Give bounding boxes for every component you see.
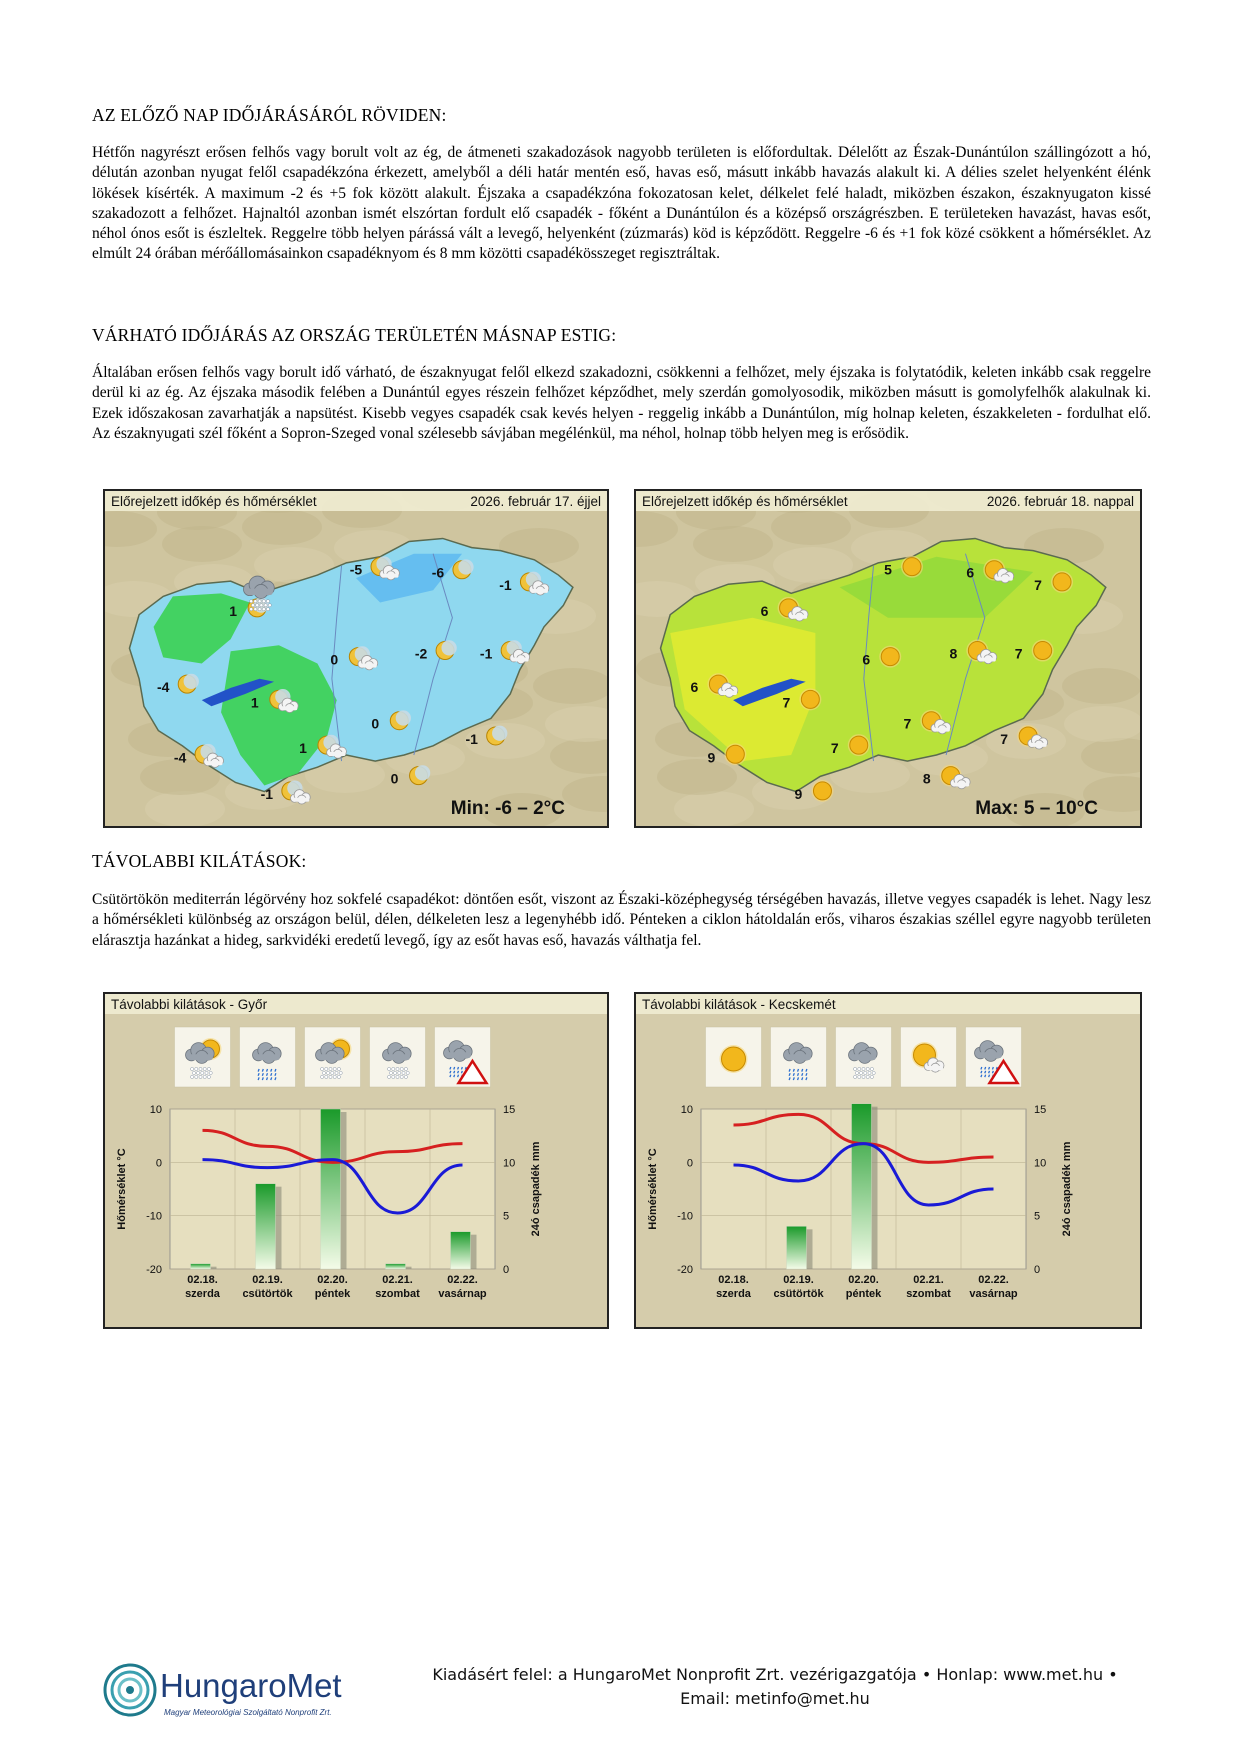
rain-drop (275, 1077, 276, 1080)
outlook-chart-kecskemet (636, 994, 1140, 1327)
precip-bar (191, 1264, 211, 1269)
x-tick-label: 02.22. (978, 1274, 1009, 1286)
station-temp-label: 9 (707, 749, 716, 766)
x-day-label: csütörtök (773, 1288, 824, 1300)
snowflake (327, 1071, 330, 1074)
rain-drop (802, 1077, 803, 1080)
precip-bar (852, 1104, 872, 1269)
snowflake (258, 608, 261, 611)
snowflake (862, 1075, 865, 1078)
chart-panel-kecskemet (634, 992, 1142, 1329)
x-tick-label: 02.20. (317, 1274, 348, 1286)
snowflake (398, 1071, 401, 1074)
snowflake (191, 1067, 194, 1070)
station-weather-icon (799, 688, 821, 710)
snowflake (337, 1075, 340, 1078)
rain-drop (802, 1069, 803, 1072)
x-day-label: péntek (845, 1288, 882, 1300)
station-temp-label: 7 (1034, 576, 1042, 593)
x-tick-label: 02.21. (382, 1274, 413, 1286)
snowflake (250, 608, 253, 611)
rain-drop (461, 1071, 462, 1073)
snowflake (864, 1071, 867, 1074)
rain-drop (989, 1075, 990, 1077)
snowflake (199, 1067, 202, 1070)
snowflake (396, 1067, 399, 1070)
snowflake (400, 1067, 403, 1070)
station-temp-label: 0 (330, 651, 339, 668)
chart-panel-gyor (103, 992, 609, 1329)
rain-drop (798, 1073, 799, 1076)
snowflake (197, 1071, 200, 1074)
x-day-label: szombat (375, 1288, 420, 1300)
rain-drop (992, 1071, 993, 1073)
snowflake (854, 1067, 857, 1070)
rain-drop (789, 1069, 790, 1072)
snowflake (858, 1075, 861, 1078)
rain-drop (458, 1071, 459, 1073)
hungaromet-logo (100, 1660, 390, 1720)
snowflake (868, 1071, 871, 1074)
x-tick-label: 02.20. (848, 1274, 879, 1286)
logo-subtitle: Magyar Meteorológiai Szolgáltató Nonprofit Zrt. (164, 1708, 332, 1717)
x-day-label: péntek (314, 1288, 351, 1300)
rain-drop (450, 1067, 451, 1069)
station-weather-icon (848, 734, 870, 756)
rain-drop (271, 1069, 272, 1072)
rain-drop (989, 1071, 990, 1073)
prev-day-text: Hétfőn nagyrészt erősen felhős vagy borult volt az ég, de átmeneti szakadozások nagyobb területen is előfordultak. Délelőtt az Észak-Dunántúlon szállingózott a hó, délután azonban nyugat felől csapadékzóna érkezett, amelyből a déli határ mentén eső, havas eső, másutt inkább havazás alakult ki. A délies szelet helyenként élénk lökések kísérték. A maximum -2 és +5 fok között alakult. Éjszaka a csapadékzóna fokozatosan kelet, délkelet felé haladt, miközben északon, északnyugaton kissé szakadozott a felhőzet. Hajnaltól azonban ismét elszórtan fordult elő csapadék - főként a Dunántúlon és a középső országrészben. E területeken havazást, havas esőt, néhol ónos esőt is észleltek. Reggelre több helyen párássá vált a levegő, helyenként (zúzmarás) köd is képződött. Reggelre -6 és +1 fok közé csökkent a hőmérséklet. Az elmúlt 24 órában mérőállomásainkon csapadéknyom és 8 mm közötti csapadékösszeget regisztráltak. (92, 144, 1151, 263)
terrain-relief (242, 509, 322, 545)
snowflake (337, 1067, 340, 1070)
rain-drop (258, 1073, 259, 1076)
snowflake (404, 1075, 407, 1078)
snowflake (254, 600, 257, 603)
rain-drop (275, 1069, 276, 1072)
rain-drop (798, 1077, 799, 1080)
footer-line-2: Email: metinfo@met.hu (680, 1689, 870, 1708)
terrain-relief (1062, 668, 1140, 704)
map-summary: Min: -6 – 2°C (450, 798, 565, 819)
snowflake (400, 1075, 403, 1078)
sun-icon (801, 690, 819, 708)
rain-drop (271, 1073, 272, 1076)
sun-icon (722, 1047, 746, 1071)
map-panel-day (634, 489, 1142, 828)
moon-shadow (415, 765, 430, 780)
y2-tick-label: 0 (503, 1264, 510, 1276)
station-weather-icon (879, 646, 901, 668)
station-temp-label: 8 (949, 645, 958, 662)
precip-bar (386, 1264, 406, 1269)
station-temp-label: 9 (794, 785, 803, 802)
rain-drop (267, 1069, 268, 1072)
station-temp-label: 0 (390, 770, 399, 787)
rain-drop (262, 1069, 263, 1072)
station-temp-label: 7 (1000, 730, 1009, 747)
y2-tick-label: 5 (503, 1210, 510, 1223)
station-temp-label: 7 (903, 715, 912, 732)
snowflake (860, 1071, 863, 1074)
rain-drop (992, 1067, 993, 1069)
forecast-heading: VÁRHATÓ IDŐJÁRÁS AZ ORSZÁG TERÜLETÉN MÁSNAP ESTIG: (92, 325, 617, 345)
y-tick-label: -20 (677, 1264, 693, 1276)
y-tick-label: 10 (680, 1104, 693, 1116)
footer (395, 1663, 1155, 1711)
station-temp-label: -1 (260, 785, 274, 802)
station-temp-label: -1 (465, 730, 478, 747)
rain-drop (793, 1069, 794, 1072)
station-weather-icon (901, 556, 923, 578)
snowflake (406, 1071, 409, 1074)
snowflake (264, 604, 267, 607)
moon-shadow (441, 640, 456, 655)
prev-day-heading: AZ ELŐZŐ NAP IDŐJÁRÁSÁRÓL RÖVIDEN: (92, 105, 447, 125)
station-temp-label: 7 (1014, 645, 1023, 662)
x-tick-label: 02.21. (913, 1274, 944, 1286)
map-panel-night (103, 489, 609, 828)
snowflake (254, 608, 257, 611)
rain-icon (240, 1027, 296, 1087)
terrain-relief (145, 791, 225, 826)
x-day-label: szerda (716, 1288, 751, 1300)
snowflake (201, 1071, 204, 1074)
x-tick-label: 02.19. (783, 1274, 814, 1286)
snowflake (251, 604, 254, 607)
y2-tick-label: 10 (503, 1157, 516, 1170)
rain-drop (267, 1073, 268, 1076)
station-temp-label: -6 (431, 564, 445, 581)
terrain-relief (657, 759, 737, 795)
forecast-map-night (105, 491, 607, 826)
snowflake (388, 1067, 391, 1070)
snow-icon (836, 1027, 892, 1087)
station-temp-label: 0 (371, 715, 380, 732)
station-weather-icon (811, 780, 833, 802)
snowflake (260, 604, 263, 607)
snowflake (388, 1075, 391, 1078)
station-temp-label: 1 (299, 740, 307, 757)
snowflake (268, 604, 271, 607)
snowflake (396, 1075, 399, 1078)
y2-tick-label: 15 (1034, 1104, 1047, 1116)
station-temp-label: -2 (414, 645, 428, 662)
rain-drop (461, 1067, 462, 1069)
station-weather-icon (724, 743, 746, 765)
rain-drop (985, 1067, 986, 1069)
map-summary: Max: 5 – 10°C (975, 798, 1098, 819)
rain-drop (258, 1069, 259, 1072)
map-date: 2026. február 17. éjjel (470, 494, 601, 509)
snowflake (854, 1075, 857, 1078)
snowflake (203, 1067, 206, 1070)
station-temp-label: 6 (760, 602, 769, 619)
snowflake (207, 1075, 210, 1078)
rain-icon (771, 1027, 827, 1087)
cloudy-snow-icon (305, 1027, 361, 1087)
station-temp-label: 8 (922, 770, 931, 787)
snowflake (322, 1071, 325, 1074)
y-axis-label: Hőmérséklet °C (647, 1148, 659, 1230)
rain-drop (981, 1067, 982, 1069)
x-day-label: vasárnap (969, 1288, 1018, 1300)
rain-drop (275, 1073, 276, 1076)
rain-drop (454, 1067, 455, 1069)
snowflake (329, 1075, 332, 1078)
rain-drop (789, 1077, 790, 1080)
snowflake (205, 1071, 208, 1074)
snowflake (262, 600, 265, 603)
station-temp-label: 5 (884, 561, 892, 578)
rain-drop (793, 1073, 794, 1076)
snowflake (256, 604, 259, 607)
moon-shadow (184, 674, 199, 689)
snowflake (266, 608, 269, 611)
rain-drop (450, 1075, 451, 1077)
moon-shadow (396, 710, 411, 725)
rain-drop (454, 1075, 455, 1077)
x-day-label: vasárnap (438, 1288, 487, 1300)
snowflake (195, 1075, 198, 1078)
snowflake (855, 1071, 858, 1074)
y-tick-label: 10 (149, 1104, 162, 1116)
snowflake (192, 1071, 195, 1074)
moon-shadow (458, 559, 473, 574)
snowflake (333, 1075, 336, 1078)
cloudy-snow-icon (175, 1027, 231, 1087)
x-tick-label: 02.18. (718, 1274, 749, 1286)
sun-icon (903, 558, 921, 576)
y-tick-label: 0 (686, 1157, 693, 1170)
map-date: 2026. február 18. nappal (986, 494, 1134, 509)
snowflake (862, 1067, 865, 1070)
snowflake (866, 1067, 869, 1070)
snowflake (325, 1075, 328, 1078)
snowflake (404, 1067, 407, 1070)
snowflake (329, 1067, 332, 1070)
snow-icon (370, 1027, 426, 1087)
sun-icon (1053, 573, 1071, 591)
snowflake (872, 1071, 875, 1074)
station-temp-label: 6 (690, 679, 699, 696)
sun-icon (706, 1027, 762, 1087)
snowflake (870, 1075, 873, 1078)
x-day-label: szerda (185, 1288, 220, 1300)
chart-title: Távolabbi kilátások - Győr (111, 997, 268, 1012)
rain-drop (985, 1075, 986, 1077)
snowflake (335, 1071, 338, 1074)
y2-axis-label: 24ó csapadék mm (1061, 1141, 1073, 1237)
rain-drop (262, 1073, 263, 1076)
precip-bar (321, 1109, 341, 1269)
snowflake (191, 1075, 194, 1078)
rain-drop (798, 1069, 799, 1072)
snowflake (250, 600, 253, 603)
snowflake (339, 1071, 342, 1074)
station-temp-label: -4 (156, 679, 170, 696)
snowflake (325, 1067, 328, 1070)
x-tick-label: 02.19. (252, 1274, 283, 1286)
x-tick-label: 02.18. (187, 1274, 218, 1286)
y-tick-label: -20 (146, 1264, 162, 1276)
snowflake (866, 1075, 869, 1078)
forecast-text: Általában erősen felhős vagy borult idő várható, de északnyugat felől elkezd szakadozni, csökkenni a felhőzet, mely éjszaka is folytatódik, keleten inkább csak reggelre derül ki az ég. Az éjszaka második felében a Dunántúl egyes részein felhőzet képződhet, mely szerdán gomolyosodik, miközben másutt is gomolyfelhők alakulnak ki. Ezek időszakosan zavarhatják a napsütést. Kisebb vegyes csapadék csak kevés helyen - reggelig inkább a Dunántúlon, míg holnap keleten, északkeleten - fordulhat elő. Az északnyugati szél főként a Sopron-Szeged vonal szélesebb sávjában megélénkül, ma néhol, holnap több helyen meg is erősödik. (92, 364, 1151, 442)
y2-tick-label: 15 (503, 1104, 516, 1116)
y-tick-label: -10 (146, 1210, 162, 1223)
station-temp-label: -5 (349, 561, 363, 578)
terrain-relief (674, 791, 754, 826)
rain-drop (450, 1071, 451, 1073)
rain-warning-icon (966, 1027, 1022, 1087)
rain-drop (806, 1073, 807, 1076)
moon-shadow (492, 726, 507, 741)
station-temp-label: 1 (229, 602, 237, 619)
snowflake (195, 1067, 198, 1070)
sun-icon (813, 782, 831, 800)
station-temp-label: 1 (250, 694, 259, 711)
y-axis-label: Hőmérséklet °C (116, 1148, 128, 1230)
terrain-relief (771, 509, 851, 545)
sun-icon (1034, 642, 1052, 660)
sun-icon (850, 736, 868, 754)
snowflake (394, 1071, 397, 1074)
y2-tick-label: 10 (1034, 1157, 1047, 1170)
logo-name: HungaroMet (160, 1667, 342, 1704)
station-temp-label: 6 (862, 651, 871, 668)
station-temp-label: -1 (479, 645, 493, 662)
precip-bar (256, 1184, 276, 1269)
rain-drop (262, 1077, 263, 1080)
x-day-label: szombat (906, 1288, 951, 1300)
outlook-heading: TÁVOLABBI KILÁTÁSOK: (92, 851, 307, 871)
station-weather-icon (1032, 640, 1054, 662)
forecast-map-day (636, 491, 1140, 826)
rain-drop (458, 1067, 459, 1069)
rain-drop (981, 1071, 982, 1073)
snowflake (331, 1071, 334, 1074)
snowflake (207, 1067, 210, 1070)
logo-swirl-icon (100, 1660, 390, 1720)
snowflake (258, 600, 261, 603)
snowflake (321, 1067, 324, 1070)
snowflake (333, 1067, 336, 1070)
rain-drop (806, 1077, 807, 1080)
precip-bar (787, 1226, 807, 1269)
snowflake (392, 1067, 395, 1070)
snowflake (389, 1071, 392, 1074)
rain-warning-icon (435, 1027, 491, 1087)
outlook-text: Csütörtökön mediterrán légörvény hoz sokfelé csapadékot: döntően esőt, viszont az Északi-középhegység térségében havazás, illetve vegyes csapadék is lehet. Nagy lesz a hőmérsékleti különbség az országon belül, délen, délkeleten lesz a legenyhébb idő. Pénteken a ciklon hátoldalán erős, viharos északias széllel egyre nagyobb területen elárasztja hazánkat a hideg, sarkvidéki eredetű levegő, így az esőt havas eső, havazás válthatja fel. (92, 891, 1151, 949)
snowflake (858, 1067, 861, 1070)
rain-drop (793, 1077, 794, 1080)
rain-drop (789, 1073, 790, 1076)
rain-drop (989, 1067, 990, 1069)
station-weather-icon (1051, 571, 1073, 593)
sun-icon (881, 648, 899, 666)
station-temp-label: 7 (830, 740, 839, 757)
y-tick-label: 0 (155, 1157, 162, 1170)
y-tick-label: -10 (677, 1210, 693, 1223)
snowflake (321, 1075, 324, 1078)
precip-bar (451, 1232, 471, 1269)
snowflake (203, 1075, 206, 1078)
x-day-label: csütörtök (242, 1288, 293, 1300)
station-temp-label: -1 (499, 576, 512, 593)
rain-drop (981, 1075, 982, 1077)
snowflake (199, 1075, 202, 1078)
rain-drop (985, 1071, 986, 1073)
y2-tick-label: 5 (1034, 1210, 1041, 1223)
y2-axis-label: 24ó csapadék mm (530, 1141, 542, 1237)
x-tick-label: 02.22. (447, 1274, 478, 1286)
rain-drop (267, 1077, 268, 1080)
terrain-relief (693, 526, 773, 562)
footer-line-1: Kiadásért felel: a HungaroMet Nonprofit Zrt. vezérigazgatója • Honlap: www.met.hu • (432, 1665, 1118, 1684)
rain-drop (258, 1077, 259, 1080)
sun-icon (726, 745, 744, 763)
rain-drop (271, 1077, 272, 1080)
outlook-chart-gyor (105, 994, 607, 1327)
snowflake (392, 1075, 395, 1078)
rain-drop (454, 1071, 455, 1073)
rain-drop (802, 1073, 803, 1076)
station-temp-label: -4 (173, 749, 187, 766)
station-temp-label: 6 (966, 564, 975, 581)
y2-tick-label: 0 (1034, 1264, 1041, 1276)
partly-sunny-icon (901, 1027, 957, 1087)
terrain-relief (162, 526, 242, 562)
chart-title: Távolabbi kilátások - Kecskemét (642, 997, 836, 1012)
rain-drop (806, 1069, 807, 1072)
map-title: Előrejelzett időkép és hőmérséklet (642, 494, 848, 509)
snowflake (262, 608, 265, 611)
rain-drop (458, 1075, 459, 1077)
station-temp-label: 7 (782, 694, 791, 711)
map-title: Előrejelzett időkép és hőmérséklet (111, 494, 317, 509)
snowflake (402, 1071, 405, 1074)
snowflake (266, 600, 269, 603)
snowflake (870, 1067, 873, 1070)
snowflake (209, 1071, 212, 1074)
